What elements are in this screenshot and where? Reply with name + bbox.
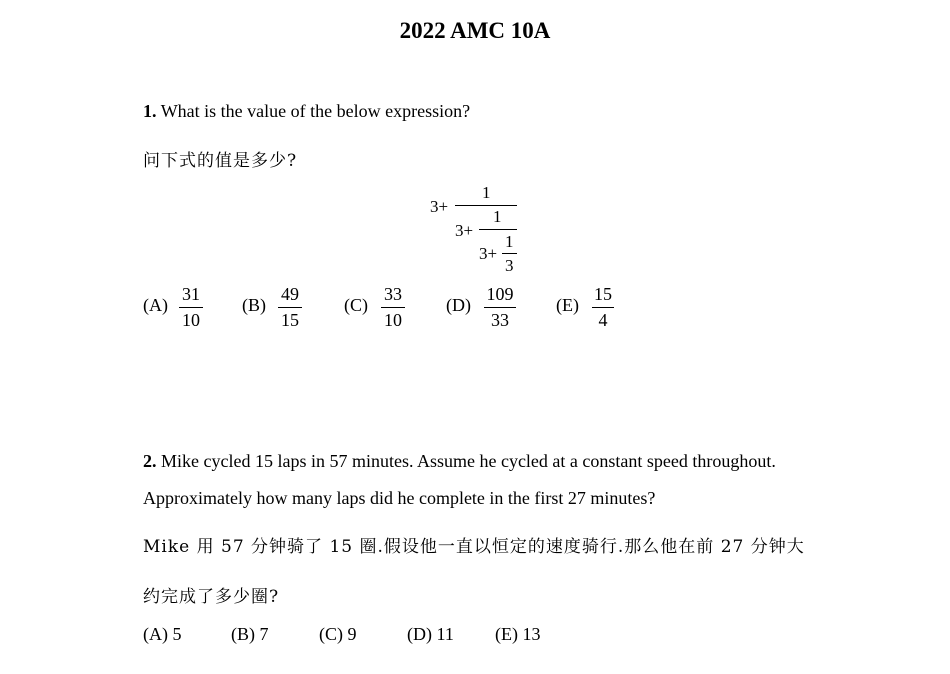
choice-fraction	[179, 283, 203, 331]
question-2-text-cn-cont: 约完成了多少圈?	[143, 587, 280, 607]
question-2-text-cn: Mike 用 57 分钟骑了 15 圈.假设他一直以恒定的速度骑行.那么他在前 27 分钟大	[143, 537, 805, 557]
choice-b[interactable]: (B) 7	[231, 624, 269, 644]
question-2-prompt: Mike cycled 15 laps in 57 minutes. Assume he cycled at a constant speed throughout.	[161, 451, 776, 471]
fraction-numerator: 31	[182, 284, 200, 304]
choice-label: (A)	[143, 295, 168, 315]
question-1-number: 1.	[143, 101, 157, 121]
expr-term-3: 3+	[479, 244, 498, 263]
fraction-denominator: 4	[592, 307, 614, 331]
fraction-denominator: 33	[484, 307, 516, 331]
choice-label: (B)	[242, 295, 266, 315]
choice-fraction	[381, 283, 405, 331]
choice-fraction	[278, 283, 302, 331]
question-1-text	[143, 101, 470, 122]
expr-term-2: 3+	[455, 221, 474, 240]
choice-e[interactable]: (E) 13	[495, 624, 541, 644]
choice-fraction	[484, 283, 516, 331]
expr-numerator-3: 1	[505, 232, 514, 251]
fraction-bar-2	[479, 229, 517, 230]
fraction-numerator: 15	[594, 284, 612, 304]
choice-label: (D)	[446, 295, 471, 315]
fraction-denominator: 15	[278, 307, 302, 331]
fraction-denominator: 10	[381, 307, 405, 331]
fraction-numerator: 49	[281, 284, 299, 304]
expr-numerator-2: 1	[493, 207, 502, 226]
expr-denominator-3: 3	[505, 256, 514, 275]
fraction-bar-1	[455, 205, 517, 206]
choice-a[interactable]: (A) 5	[143, 624, 182, 644]
question-2-text-cont: Approximately how many laps did he complete in the first 27 minutes?	[143, 488, 656, 508]
choice-fraction	[592, 283, 614, 331]
question-2-text	[143, 451, 776, 472]
fraction-numerator: 33	[384, 284, 402, 304]
continued-fraction-expression	[430, 183, 540, 279]
choice-c[interactable]: (C) 9	[319, 624, 357, 644]
page-title: 2022 AMC 10A	[399, 18, 551, 43]
choice-label: (C)	[344, 295, 368, 315]
fraction-bar-3	[502, 253, 517, 254]
expr-term-1: 3+	[430, 197, 449, 216]
fraction-numerator: 109	[486, 284, 514, 304]
choice-d[interactable]: (D) 11	[407, 624, 454, 644]
expr-numerator-1: 1	[482, 183, 491, 202]
question-1-text-cn: 问下式的值是多少?	[143, 151, 298, 171]
fraction-denominator: 10	[179, 307, 203, 331]
question-1-prompt: What is the value of the below expression?	[160, 101, 471, 121]
question-2-number: 2.	[143, 451, 157, 471]
choice-label: (E)	[556, 295, 579, 315]
